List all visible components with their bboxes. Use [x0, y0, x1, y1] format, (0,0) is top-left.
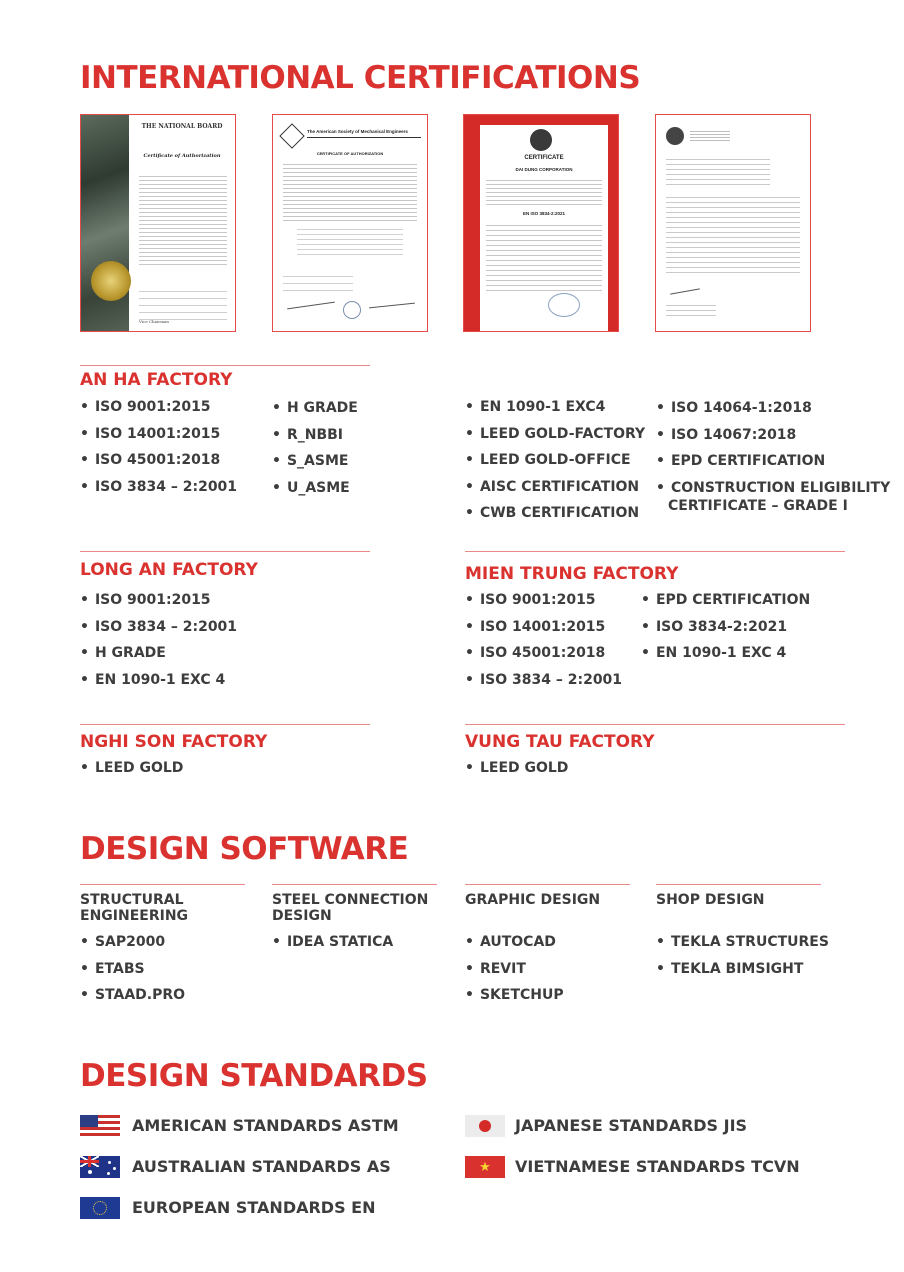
standard-australian: AUSTRALIAN STANDARDS AS — [132, 1157, 391, 1176]
letterhead-text-block — [690, 129, 730, 143]
list-item: • ISO 14001:2015 — [80, 421, 237, 448]
software-category-graphic-design: GRAPHIC DESIGN — [465, 892, 601, 908]
certificate-footer-text: Vice Chairman — [139, 319, 169, 324]
list-item: • ISO 3834-2:2021 — [641, 614, 810, 641]
list-item: • CONSTRUCTION ELIGIBILITY — [656, 479, 890, 498]
certificate-text-block — [486, 177, 602, 207]
divider-steel-connection — [272, 884, 437, 885]
factory-title-an-ha: AN HA FACTORY — [80, 370, 233, 390]
software-category-shop-design: SHOP DESIGN — [656, 892, 765, 908]
software-category-structural: STRUCTURAL ENGINEERING — [80, 892, 189, 924]
list-item: • EN 1090-1 EXC 4 — [80, 667, 237, 694]
divider-long-an — [80, 551, 370, 552]
divider-shop-design — [656, 884, 821, 885]
cert-list-nghi-son — [80, 755, 183, 782]
list-item: • ISO 9001:2015 — [80, 587, 237, 614]
certificate-image-bureau-veritas — [463, 114, 619, 332]
letterhead-seal-icon — [666, 127, 684, 145]
asme-logo-icon — [279, 123, 304, 148]
list-item: • EN 1090-1 EXC 4 — [641, 640, 810, 667]
list-item: • ISO 14001:2015 — [465, 614, 622, 641]
software-heading: DESIGN SOFTWARE — [80, 831, 409, 867]
certificate-image-letter — [655, 114, 811, 332]
list-item: • ISO 14067:2018 — [656, 422, 890, 449]
cert-list-an-ha-4 — [656, 395, 890, 515]
list-item: • LEED GOLD — [80, 755, 183, 782]
software-list-shop-design — [656, 929, 829, 982]
eu-flag-icon — [80, 1197, 120, 1219]
us-flag-icon — [80, 1115, 120, 1137]
divider-graphic-design — [465, 884, 630, 885]
list-item: • ISO 45001:2018 — [80, 447, 237, 474]
standard-american: AMERICAN STANDARDS ASTM — [132, 1116, 399, 1135]
certificate-title-text: CERTIFICATE OF AUTHORIZATION — [316, 151, 384, 156]
cert-list-an-ha-3 — [465, 394, 645, 527]
factory-title-long-an: LONG AN FACTORY — [80, 560, 258, 580]
list-item: • R_NBBI — [272, 422, 358, 449]
certificate-company-text: DAI DUNG CORPORATION — [515, 167, 573, 172]
list-item: • S_ASME — [272, 448, 358, 475]
standard-japanese: JAPANESE STANDARDS JIS — [515, 1116, 748, 1135]
australia-flag-icon — [80, 1156, 120, 1178]
certificate-stamp-icon — [343, 301, 361, 319]
certificate-dates-block — [283, 270, 353, 292]
standard-vietnamese: VIETNAMESE STANDARDS TCVN — [515, 1157, 800, 1176]
cert-list-long-an — [80, 587, 237, 693]
certificate-title-text: CERTIFICATE — [524, 155, 564, 161]
certificate-header-text: The American Society of Mechanical Engineers — [307, 129, 408, 134]
factory-title-vung-tau: VUNG TAU FACTORY — [465, 732, 655, 752]
list-item: • ISO 3834 – 2:2001 — [80, 614, 237, 641]
software-list-structural — [80, 929, 185, 1009]
vietnam-flag-icon: ★ — [465, 1156, 505, 1178]
signature-left — [287, 302, 335, 310]
cert-list-mien-trung-2 — [641, 587, 810, 667]
list-item: • LEED GOLD-FACTORY — [465, 421, 645, 448]
list-item: • TEKLA STRUCTURES — [656, 929, 829, 956]
certificate-text-block — [139, 173, 227, 268]
signature-mark — [670, 288, 700, 294]
list-item: • STAAD.PRO — [80, 982, 185, 1009]
letter-body-block — [666, 193, 800, 273]
list-item: • U_ASME — [272, 475, 358, 502]
list-item: • H GRADE — [80, 640, 237, 667]
list-item: • IDEA STATICA — [272, 929, 393, 956]
divider-mien-trung — [465, 551, 845, 552]
certificate-header-text: THE NATIONAL BOARD — [141, 123, 223, 130]
list-item: • EPD CERTIFICATION — [641, 587, 810, 614]
list-item: • TEKLA BIMSIGHT — [656, 956, 829, 983]
list-item-continuation: CERTIFICATE – GRADE I — [668, 497, 848, 514]
gold-seal-icon — [91, 261, 131, 301]
letter-signatory-block — [666, 301, 716, 317]
list-item: • AUTOCAD — [465, 929, 564, 956]
standards-heading: DESIGN STANDARDS — [80, 1058, 428, 1094]
divider-nghi-son — [80, 724, 370, 725]
standard-european: EUROPEAN STANDARDS EN — [132, 1198, 376, 1217]
certification-logo-icon — [530, 129, 552, 151]
factory-title-nghi-son: NGHI SON FACTORY — [80, 732, 268, 752]
cert-list-vung-tau — [465, 755, 568, 782]
list-item: • ISO 3834 – 2:2001 — [465, 667, 622, 694]
list-item: • H GRADE — [272, 395, 358, 422]
cert-list-an-ha-2 — [272, 395, 358, 501]
certificate-details-block — [486, 221, 602, 291]
list-item: • EPD CERTIFICATION — [656, 448, 890, 475]
signature-right — [369, 303, 415, 309]
letter-address-block — [666, 155, 770, 185]
list-item: • CWB CERTIFICATION — [465, 500, 645, 527]
certificate-standard-text: EN ISO 3834-2:2021 — [522, 211, 566, 216]
list-item: • REVIT — [465, 956, 564, 983]
certificate-red-band-left — [464, 115, 480, 331]
list-item: • LEED GOLD-OFFICE — [465, 447, 645, 474]
certificate-signature-block — [139, 285, 227, 320]
japan-flag-icon — [465, 1115, 505, 1137]
certificate-scope-block — [297, 225, 403, 255]
software-list-graphic-design — [465, 929, 564, 1009]
certificate-header-rule — [307, 137, 421, 138]
divider-structural — [80, 884, 245, 885]
cert-list-mien-trung-1 — [465, 587, 622, 693]
certificate-image-asme — [272, 114, 428, 332]
factory-title-mien-trung: MIEN TRUNG FACTORY — [465, 564, 679, 584]
certificate-red-band-right — [608, 115, 618, 331]
software-list-steel-connection — [272, 929, 393, 956]
divider-an-ha — [80, 365, 370, 366]
certificate-text-block — [283, 161, 417, 221]
list-item: • SAP2000 — [80, 929, 185, 956]
certificate-stamp-icon — [548, 293, 580, 317]
list-item: • ISO 3834 – 2:2001 — [80, 474, 237, 501]
certifications-heading: INTERNATIONAL CERTIFICATIONS — [80, 60, 641, 96]
list-item: • ISO 45001:2018 — [465, 640, 622, 667]
list-item: • ISO 9001:2015 — [465, 587, 622, 614]
list-item: • ISO 9001:2015 — [80, 394, 237, 421]
list-item: • ISO 14064-1:2018 — [656, 395, 890, 422]
list-item: • ETABS — [80, 956, 185, 983]
certificate-image-national-board — [80, 114, 236, 332]
certificate-title-text: Certificate of Authorization — [143, 153, 221, 159]
list-item: • AISC CERTIFICATION — [465, 474, 645, 501]
cert-list-an-ha-1 — [80, 394, 237, 500]
divider-vung-tau — [465, 724, 845, 725]
software-category-steel-connection: STEEL CONNECTION DESIGN — [272, 892, 429, 924]
list-item: • SKETCHUP — [465, 982, 564, 1009]
certificate-red-band-top — [480, 115, 608, 125]
list-item: • EN 1090-1 EXC4 — [465, 394, 645, 421]
list-item: • LEED GOLD — [465, 755, 568, 782]
